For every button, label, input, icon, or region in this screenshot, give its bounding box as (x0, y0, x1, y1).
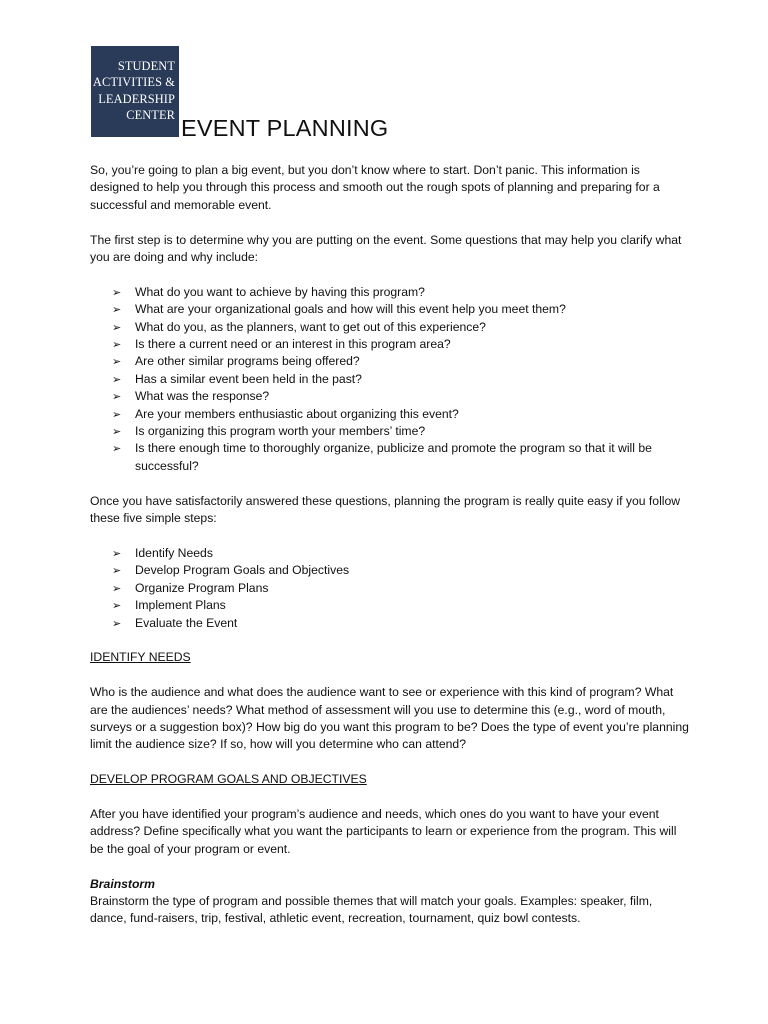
list-item (112, 406, 690, 423)
spacer (90, 527, 690, 544)
spacer (90, 475, 690, 492)
list-item (112, 562, 690, 579)
list-item-text: Identify Needs (135, 545, 213, 560)
list-item-text: What are your organizational goals and how will this event help you meet them? (135, 302, 566, 317)
list-item (112, 423, 690, 440)
page-title: EVENT PLANNING (181, 115, 389, 141)
logo-line: STUDENT (117, 59, 175, 73)
logo-line: CENTER (126, 107, 175, 122)
student-activities-logo (91, 46, 179, 137)
list-item (112, 615, 690, 632)
list-item (112, 336, 690, 353)
steps-list (90, 545, 690, 632)
spacer (90, 754, 690, 771)
arrow-bullet-icon: ➢ (112, 303, 122, 317)
develop-goals-heading: DEVELOP PROGRAM GOALS AND OBJECTIVES (90, 772, 367, 787)
arrow-bullet-icon: ➢ (112, 355, 122, 369)
list-item (112, 353, 690, 370)
list-item-text: Implement Plans (135, 598, 226, 613)
list-item (112, 284, 690, 301)
arrow-bullet-icon: ➢ (112, 338, 122, 352)
identify-needs-heading: IDENTIFY NEEDS (90, 650, 191, 665)
arrow-bullet-icon: ➢ (112, 285, 122, 299)
list-item-text: Develop Program Goals and Objectives (135, 563, 350, 578)
logo-line: LEADERSHIP (98, 91, 175, 106)
list-item (112, 319, 690, 336)
first-step-paragraph: The first step is to determine why you are putting on the event. Some questions that may help you clarify what you are doing and why include: (90, 232, 682, 265)
arrow-bullet-icon: ➢ (112, 320, 122, 334)
list-item (112, 388, 690, 405)
intro-paragraph: So, you’re going to plan a big event, but you don’t know where to start. Don’t panic. This information is designed to help you through this process and smooth out the rough spots of planning and preparing for a successful and memorable event. (90, 163, 660, 212)
arrow-bullet-icon: ➢ (112, 372, 122, 386)
list-item-text: What was the response? (135, 389, 270, 404)
develop-goals-paragraph: After you have identified your program’s audience and needs, which ones do you want to have your event address? Define specifically what you want the participants to learn or experience from the program. This will be the goal of your program or event. (90, 806, 677, 856)
arrow-bullet-icon: ➢ (112, 425, 122, 439)
list-item-text: Has a similar event been held in the past? (135, 371, 362, 386)
arrow-bullet-icon: ➢ (112, 390, 122, 404)
spacer (90, 667, 690, 684)
logo-line: ACTIVITIES & (92, 75, 175, 90)
list-item (112, 580, 690, 597)
list-item-text: What do you want to achieve by having this program? (135, 284, 425, 299)
document-body (90, 162, 690, 928)
arrow-bullet-icon: ➢ (112, 442, 122, 456)
list-item-text: Are your members enthusiastic about organizing this event? (135, 406, 459, 421)
arrow-bullet-icon: ➢ (112, 581, 122, 595)
arrow-bullet-icon: ➢ (112, 407, 122, 421)
list-item (112, 371, 690, 388)
list-item (112, 440, 690, 475)
arrow-bullet-icon: ➢ (112, 616, 122, 630)
arrow-bullet-icon: ➢ (112, 599, 122, 613)
steps-intro-paragraph: Once you have satisfactorily answered these questions, planning the program is really quite easy if you follow these five simple steps: (90, 493, 681, 526)
list-item-text: Is organizing this program worth your members’ time? (135, 424, 426, 439)
list-item-text: Is there a current need or an interest in this program area? (135, 337, 451, 352)
list-item-text: What do you, as the planners, want to get out of this experience? (135, 319, 486, 334)
brainstorm-heading: Brainstorm (90, 876, 156, 891)
brainstorm-paragraph: Brainstorm the type of program and possible themes that will match your goals. Examples: speaker, film, dance, fund-raisers, trip, festival, athletic event, recreation, tournament, quiz bowl contests. (90, 893, 653, 926)
arrow-bullet-icon: ➢ (112, 546, 122, 560)
list-item (112, 301, 690, 318)
list-item (112, 545, 690, 562)
spacer (90, 632, 690, 649)
list-item (112, 597, 690, 614)
list-item-text: Are other similar programs being offered? (135, 354, 360, 369)
questions-list (90, 284, 690, 475)
list-item-text: Organize Program Plans (135, 580, 269, 595)
arrow-bullet-icon: ➢ (112, 564, 122, 578)
list-item-text: Evaluate the Event (135, 615, 238, 630)
spacer (90, 266, 690, 283)
spacer (90, 214, 690, 231)
spacer (90, 858, 690, 875)
spacer (90, 789, 690, 806)
identify-needs-paragraph: Who is the audience and what does the audience want to see or experience with this kind of program? What are the audiences’ needs? What method of assessment will you use to determine this (e.g., word of mouth, surveys or a suggestion box)? How big do you want this program to be? Does the type of event you’re planning limit the audience size? If so, how will you determine who can attend? (90, 685, 689, 752)
list-item-text: Is there enough time to thoroughly organize, publicize and promote the program so that it will be successful? (135, 441, 652, 473)
